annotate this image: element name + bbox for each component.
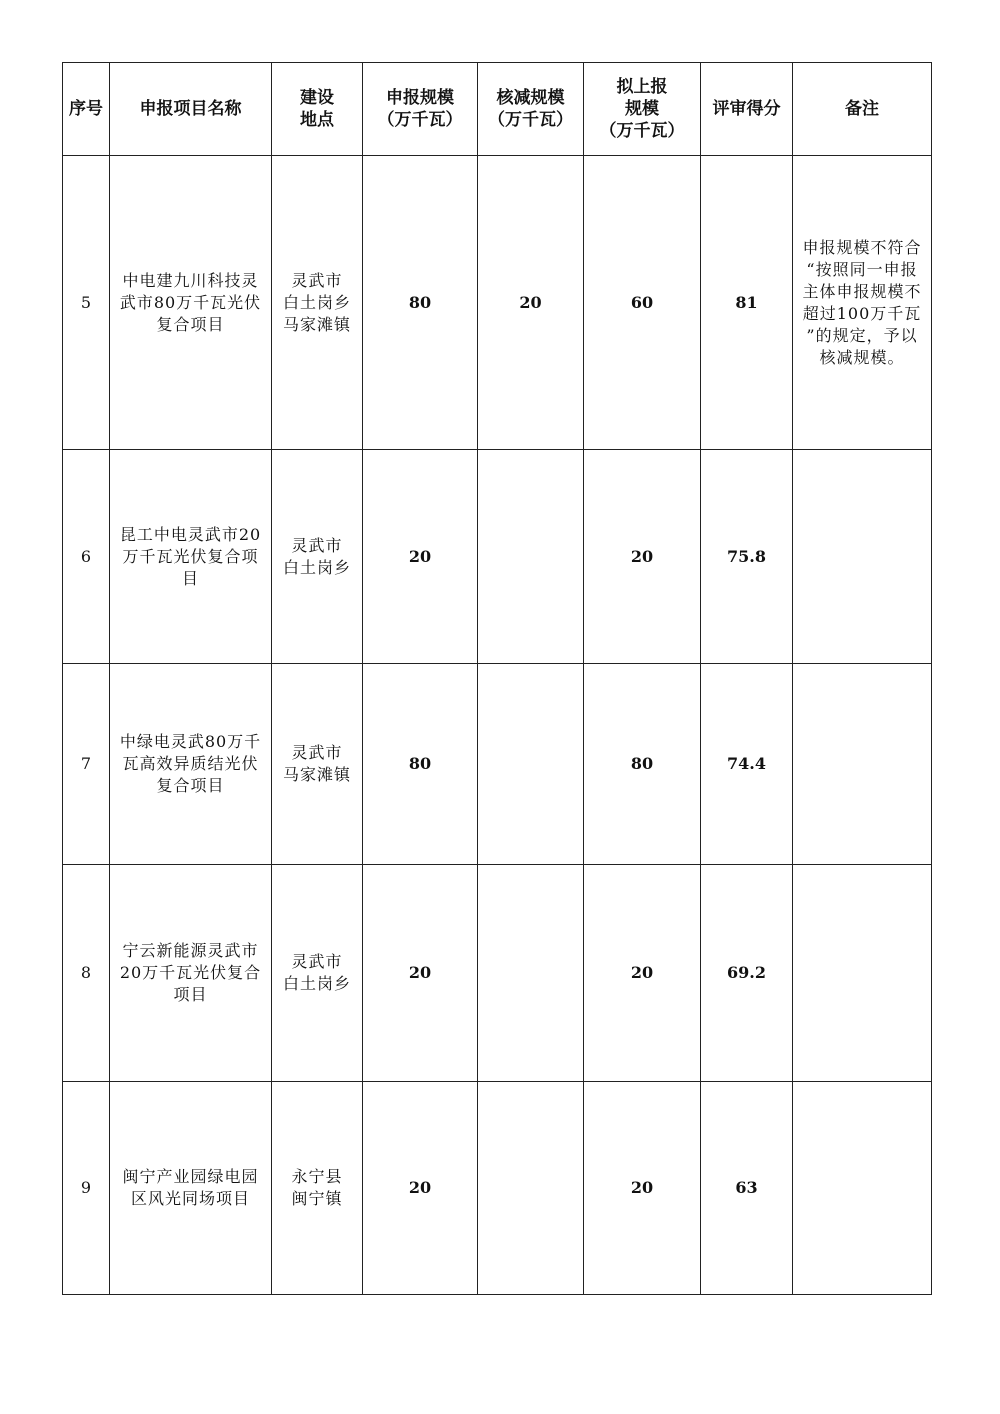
text-line: 申报项目名称 xyxy=(139,99,242,119)
text-line: 闽宁产业园绿电园 xyxy=(122,1167,259,1186)
text-line: ”的规定，予以 xyxy=(806,325,918,345)
row-score: 69.2 xyxy=(701,865,793,1082)
row-project-name xyxy=(110,664,272,865)
header-proposed-scale xyxy=(584,63,701,156)
text-line: 目 xyxy=(181,568,199,588)
row-declared-scale: 20 xyxy=(363,1082,478,1295)
text-line: 地点 xyxy=(300,110,334,130)
row-reduced-scale: 20 xyxy=(478,156,584,450)
text-line: 20万千瓦光伏复合 xyxy=(119,963,262,982)
table-row xyxy=(63,865,932,1082)
text-line: （万千瓦） xyxy=(377,110,463,130)
row-project-name xyxy=(110,1082,272,1295)
row-declared-scale: 20 xyxy=(363,865,478,1082)
row-proposed-scale: 60 xyxy=(584,156,701,450)
row-location xyxy=(272,450,363,664)
text-line: 规模 xyxy=(625,99,659,119)
table-row xyxy=(63,450,932,664)
row-seq: 8 xyxy=(63,865,110,1082)
text-line: 序号 xyxy=(69,99,103,119)
text-line: 马家滩镇 xyxy=(282,314,351,334)
text-line: 备注 xyxy=(845,99,879,119)
header-note xyxy=(793,63,932,156)
row-reduced-scale xyxy=(478,450,584,664)
text-line: 永宁县 xyxy=(291,1167,343,1186)
header-seq xyxy=(63,63,110,156)
text-line: 中电建九川科技灵 xyxy=(122,270,259,290)
header-location xyxy=(272,63,363,156)
row-score: 74.4 xyxy=(701,664,793,865)
text-line: 灵武市 xyxy=(291,743,343,762)
row-location xyxy=(272,1082,363,1295)
row-score: 63 xyxy=(701,1082,793,1295)
text-line: 灵武市 xyxy=(291,270,343,290)
row-reduced-scale xyxy=(478,1082,584,1295)
text-line: 拟上报 xyxy=(616,77,668,97)
row-project-name xyxy=(110,865,272,1082)
text-line: 中绿电灵武80万千 xyxy=(119,732,262,751)
row-project-name xyxy=(110,156,272,450)
text-line: （万千瓦） xyxy=(599,121,685,141)
text-line: 马家滩镇 xyxy=(282,765,351,784)
text-line: 宁云新能源灵武市 xyxy=(122,941,259,960)
text-line: 建设 xyxy=(300,88,334,108)
text-line: 白土岗乡 xyxy=(282,557,351,577)
row-note xyxy=(793,1082,932,1295)
table-row xyxy=(63,156,932,450)
row-note xyxy=(793,156,932,450)
text-line: 核减规模 xyxy=(496,88,565,108)
text-line: 瓦高效异质结光伏 xyxy=(122,754,259,773)
row-project-name xyxy=(110,450,272,664)
row-declared-scale: 80 xyxy=(363,664,478,865)
text-line: 区风光同场项目 xyxy=(130,1189,250,1208)
row-proposed-scale: 80 xyxy=(584,664,701,865)
row-proposed-scale: 20 xyxy=(584,1082,701,1295)
text-line: 灵武市 xyxy=(291,535,343,555)
row-location xyxy=(272,156,363,450)
row-location xyxy=(272,865,363,1082)
project-review-table xyxy=(62,62,932,1295)
row-proposed-scale: 20 xyxy=(584,865,701,1082)
table-header-row xyxy=(63,63,932,156)
row-declared-scale: 20 xyxy=(363,450,478,664)
text-line: 主体申报规模不 xyxy=(802,281,922,301)
text-line: 灵武市 xyxy=(291,952,343,971)
header-score xyxy=(701,63,793,156)
text-line: 万千瓦光伏复合项 xyxy=(122,546,259,566)
row-location xyxy=(272,664,363,865)
text-line: “按照同一申报 xyxy=(806,259,918,279)
text-line: 评审得分 xyxy=(712,99,781,119)
row-seq: 7 xyxy=(63,664,110,865)
header-declared-scale xyxy=(363,63,478,156)
row-reduced-scale xyxy=(478,664,584,865)
text-line: 昆工中电灵武市20 xyxy=(119,524,262,544)
row-seq: 6 xyxy=(63,450,110,664)
text-line: 白土岗乡 xyxy=(282,974,351,993)
row-seq: 5 xyxy=(63,156,110,450)
row-score: 81 xyxy=(701,156,793,450)
text-line: 复合项目 xyxy=(156,314,225,334)
row-note xyxy=(793,450,932,664)
text-line: 项目 xyxy=(173,985,208,1004)
text-line: 白土岗乡 xyxy=(282,292,351,312)
text-line: 超过100万千瓦 xyxy=(802,303,922,323)
header-reduced-scale xyxy=(478,63,584,156)
row-score: 75.8 xyxy=(701,450,793,664)
text-line: 申报规模 xyxy=(386,88,454,108)
row-proposed-scale: 20 xyxy=(584,450,701,664)
header-project-name xyxy=(110,63,272,156)
row-seq: 9 xyxy=(63,1082,110,1295)
text-line: 核减规模。 xyxy=(819,347,905,367)
row-declared-scale: 80 xyxy=(363,156,478,450)
table-row xyxy=(63,664,932,865)
row-note xyxy=(793,664,932,865)
text-line: 闽宁镇 xyxy=(291,1189,343,1208)
text-line: （万千瓦） xyxy=(488,110,573,130)
table-row xyxy=(63,1082,932,1295)
row-note xyxy=(793,865,932,1082)
text-line: 申报规模不符合 xyxy=(802,237,922,257)
text-line: 武市80万千瓦光伏 xyxy=(119,292,262,312)
text-line: 复合项目 xyxy=(156,776,225,795)
row-reduced-scale xyxy=(478,865,584,1082)
